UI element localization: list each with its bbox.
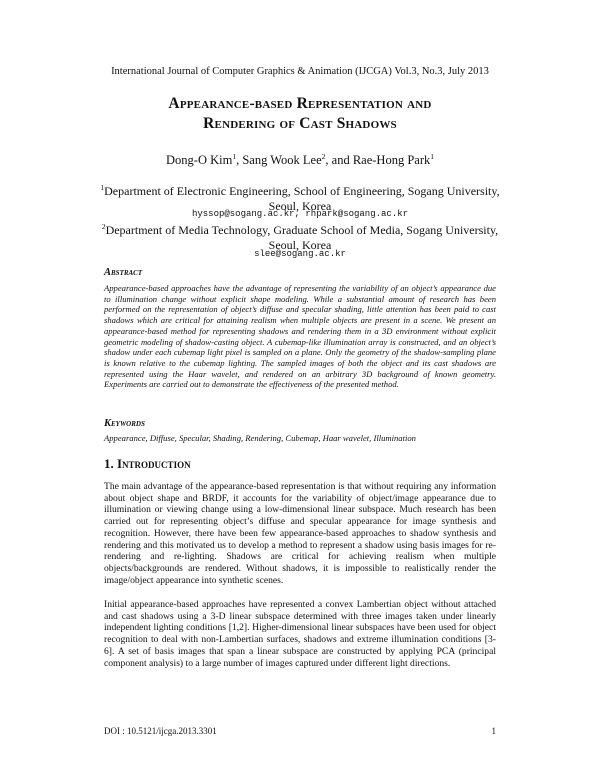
title-line-1: Appearance-based Representation and — [168, 95, 432, 112]
affiliation-mark: 2 — [101, 222, 106, 231]
section-title: Introduction — [117, 456, 191, 471]
affiliation-2-email: slee@sogang.ac.kr — [254, 249, 346, 259]
author-affiliation-mark: 1 — [232, 152, 237, 161]
author-name: Sang Wook Lee — [242, 153, 322, 168]
keywords-heading: Keywords — [104, 418, 145, 429]
section-heading — [104, 456, 191, 472]
journal-header: International Journal of Computer Graphics & Animation (IJCGA) Vol.3, No.3, July 2013 — [111, 66, 489, 77]
affiliation-text: Department of Electronic Engineering, School of Engineering, Sogang University, Seoul, Korea — [104, 184, 500, 213]
affiliation-2 — [100, 219, 500, 253]
author-name: Dong-O Kim — [166, 153, 233, 168]
author-list — [0, 152, 600, 168]
affiliation-mark: 1 — [100, 183, 105, 192]
intro-paragraph-1: The main advantage of the appearance-based representation is that without requiring any information about object shape and BRDF, it accounts for the variability of object/image appearance due to illumination or viewing change using a low-dimensional linear subspace. Much research has been carried out for representing object’s diffuse and specular appearance for image synthesis and recognition. However, there have been few appearance-based approaches to shadow synthesis and rendering and this motivated us to develop a method to represent a shadow using basis images for re-rendering and re-lighting. Shadows are critical for achieving realism when multiple objects/backgrounds are rendered. Without shadows, it is impossible to realistically render the image/object appearance into synthetic scenes. — [104, 481, 496, 586]
abstract-heading: Abstract — [104, 267, 143, 278]
paper-title — [0, 94, 600, 134]
affiliation-text: Department of Media Technology, Graduate School of Media, Sogang University, Seoul, Korea — [105, 223, 499, 252]
affiliation-1-email: hyssop@sogang.ac.kr, rhpark@sogang.ac.kr — [191, 209, 409, 219]
intro-paragraph-2: Initial appearance-based approaches have represented a convex Lambertian object without attached and cast shadows using a 3-D linear subspace determined with three images taken under linearly independent lighting conditions [1,2]. Higher-dimensional linear subspaces have been used for object recognition to deal with non-Lambertian surfaces, shadows and extreme illumination conditions [3-6]. A set of basis images that span a linear subspace are constructed by applying PCA (principal component analysis) to a large number of images captured under different light directions. — [104, 599, 496, 669]
author-affiliation-mark: 2 — [321, 152, 326, 161]
abstract-text: Appearance-based approaches have the advantage of representing the variability of an object’s appearance due to illumination change without explicit shape modeling. While a substantial amount of research has been performed on the representation of object’s diffuse and specular shading, little attention has been paid to cast shadows which are critical for attaining realism when multiple objects are present in a scene. We present an appearance-based method for representing shadows and rendering them in a 3D environment without explicit geometric modeling of shadow-casting object. A cubemap-like illumination array is constructed, and an object’s shadow under each cubemap light pixel is sampled on a plane. Only the geometry of the shadow-sampling plane is known relative to the cubemap lighting. The sampled images of both the object and its cast shadows are represented using the Haar wavelet, and rendered on an arbitrary 3D background of known geometry. Experiments are carried out to demonstrate the effectiveness of the presented method. — [104, 283, 496, 390]
keywords-text: Appearance, Diffuse, Specular, Shading, Rendering, Cubemap, Haar wavelet, Illumination — [104, 433, 416, 443]
page-number: 1 — [491, 726, 496, 736]
author-separator: , and — [325, 153, 353, 168]
title-line-2: Rendering of Cast Shadows — [203, 115, 397, 132]
author-name: Rae-Hong Park — [352, 153, 431, 168]
section-number: 1. — [104, 456, 114, 471]
author-affiliation-mark: 1 — [430, 152, 434, 161]
doi: DOI : 10.5121/ijcga.2013.3301 — [104, 726, 217, 736]
author-separator: , — [236, 153, 243, 168]
